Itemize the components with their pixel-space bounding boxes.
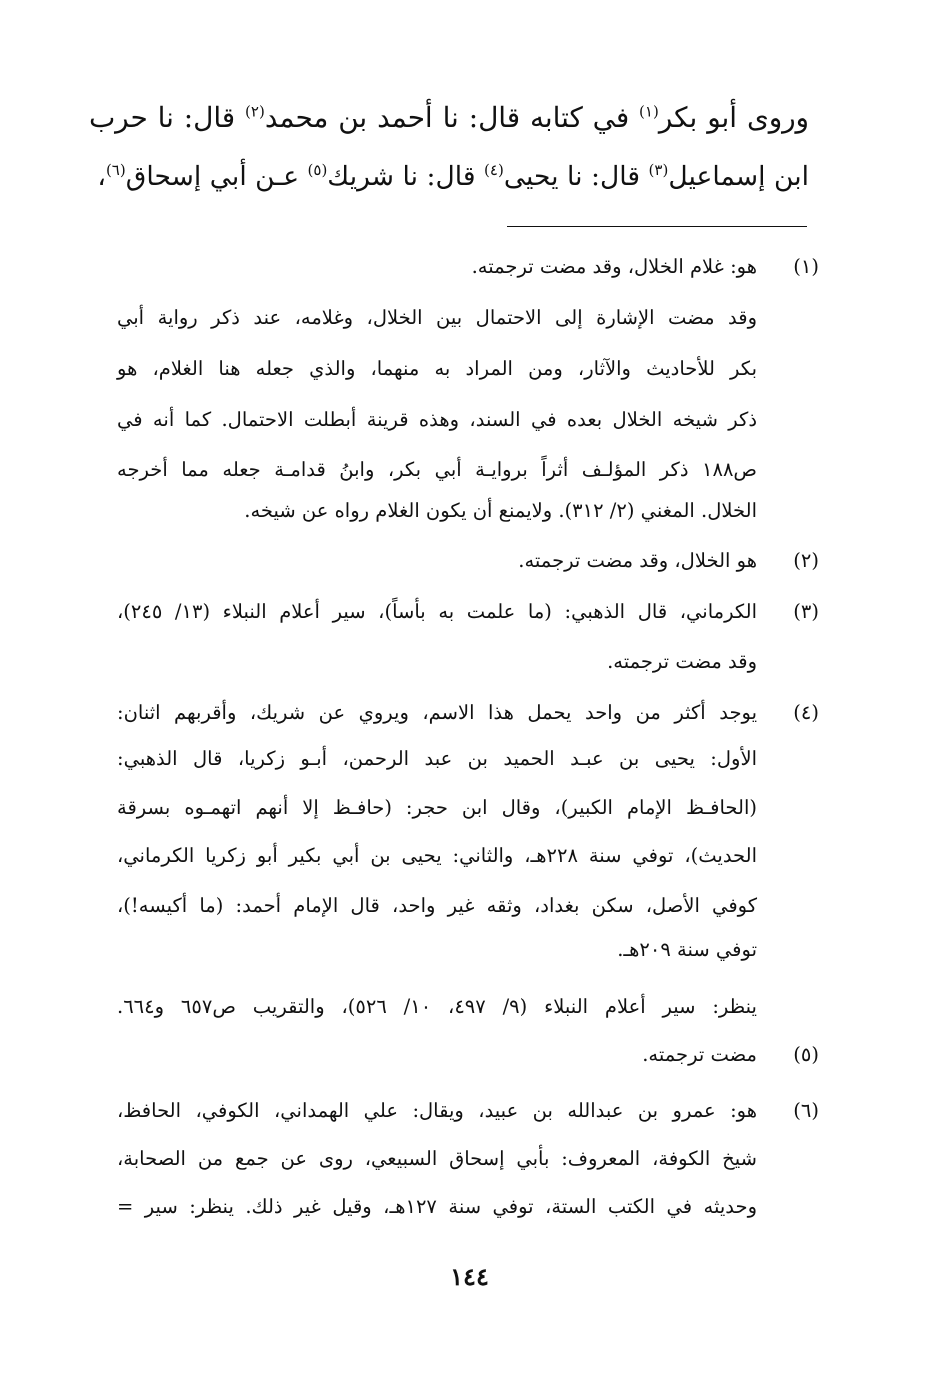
- main-text-segment: قال: نا شريك: [327, 161, 485, 192]
- footnote-6-line: شيخ الكوفة، المعروف: بأبي إسحاق السبيعي، روى عن جمع من الصحابة،: [117, 1147, 757, 1170]
- footnote-ref-1: (١): [639, 102, 659, 121]
- footnote-1-line: وقد مضت الإشارة إلى الاحتمال بين الخلال، وغلامه، عند ذكر رواية أبي: [117, 306, 757, 329]
- footnote-4-line: كوفي الأصل، سكن بغداد، وثقه غير واحد، قال الإمام أحمد: (ما أكيسه!)،: [117, 894, 757, 917]
- footnote-4-line: ينظر: سير أعلام النبلاء (٩/ ٤٩٧، ١٠/ ٥٢٦)، والتقريب ص٦٥٧ و٦٦٤.: [117, 995, 757, 1018]
- main-text-segment: وروى أبو بكر: [658, 101, 809, 134]
- footnote-1-line: ذكر شيخه الخلال بعده في السند، وهذه قرينة أبطلت الاحتمال. كما أنه في: [117, 408, 757, 431]
- main-text-segment: ابن إسماعيل: [668, 161, 809, 192]
- main-text-segment: قال: نا حرب: [89, 101, 246, 134]
- footnote-ref-3: (٣): [648, 161, 669, 180]
- main-text-line-1: [89, 98, 809, 138]
- footnote-number-5: (٥): [793, 1043, 819, 1066]
- footnote-1-line: الخلال. المغني (٢/ ٣١٢). ولايمنع أن يكون الغلام رواه عن شيخه.: [244, 499, 757, 522]
- footnote-number-1: (١): [793, 255, 819, 278]
- footnote-3-line: وقد مضت ترجمته.: [607, 650, 757, 673]
- footnote-number-3: (٣): [793, 600, 819, 623]
- footnote-4-line: يوجد أكثر من واحد يحمل هذا الاسم، ويروي عن شريك، وأقربهم اثنان:: [117, 701, 757, 724]
- footnote-separator: [507, 226, 807, 227]
- footnote-6-line: وحديثه في الكتب الستة، توفي سنة ١٢٧هـ، وقيل غير ذلك. ينظر: سير =: [117, 1195, 757, 1218]
- footnote-4-line: الأول: يحيى بن عبـد الحميد بن عبد الرحمن، أبـو زكريا، قال الذهبي:: [117, 747, 757, 770]
- footnote-number-4: (٤): [793, 701, 819, 724]
- footnote-1-line: بكر للأحاديث والآثار، ومن المراد به منهما، والذي جعله هنا الغلام، هو: [117, 357, 757, 380]
- footnote-ref-5: (٥): [307, 161, 328, 180]
- footnote-number-2: (٢): [793, 549, 819, 572]
- footnote-5-line: مضت ترجمته.: [642, 1043, 757, 1066]
- footnote-6-line: هو: عمرو بن عبدالله بن عبيد، ويقال: علي الهمداني، الكوفي، الحافظ،: [117, 1099, 757, 1122]
- footnote-2-line: هو الخلال، وقد مضت ترجمته.: [518, 549, 757, 572]
- footnote-number-6: (٦): [793, 1099, 819, 1122]
- footnote-ref-2: (٢): [245, 102, 265, 121]
- footnote-1-line: هو: غلام الخلال، وقد مضت ترجمته.: [471, 255, 757, 278]
- main-text-segment: قال: نا يحيى: [503, 161, 649, 192]
- footnote-1-line: ص١٨٨ ذكر المؤلـف أثراً بروايـة أبي بكر، وابنُ قدامـة جعله مما أخرجه: [117, 458, 757, 481]
- footnote-4-line: توفي سنة ٢٠٩هـ.: [617, 938, 757, 961]
- main-text-line-2: [89, 157, 809, 197]
- footnote-4-line: الحديث)، توفي سنة ٢٢٨هـ، والثاني: يحيى بن أبي بكير أبو زكريا الكرماني،: [117, 844, 757, 867]
- footnote-ref-6: (٦): [105, 161, 126, 180]
- footnote-3-line: الكرماني، قال الذهبي: (ما علمت به بأساً)، سير أعلام النبلاء (١٣/ ٢٤٥)،: [117, 600, 757, 623]
- main-text-segment: ،: [97, 161, 106, 192]
- main-text-segment: عـن أبي إسحاق: [125, 161, 308, 192]
- footnote-ref-4: (٤): [484, 161, 504, 180]
- footnote-4-line: (الحافـظ الإمام الكبير)، وقال ابن حجر: (حافـظ إلا أنهم اتهمـوه بسرقة: [117, 796, 757, 819]
- main-text-segment: في كتابه قال: نا أحمد بن محمد: [264, 101, 640, 134]
- page-number: ١٤٤: [450, 1262, 489, 1291]
